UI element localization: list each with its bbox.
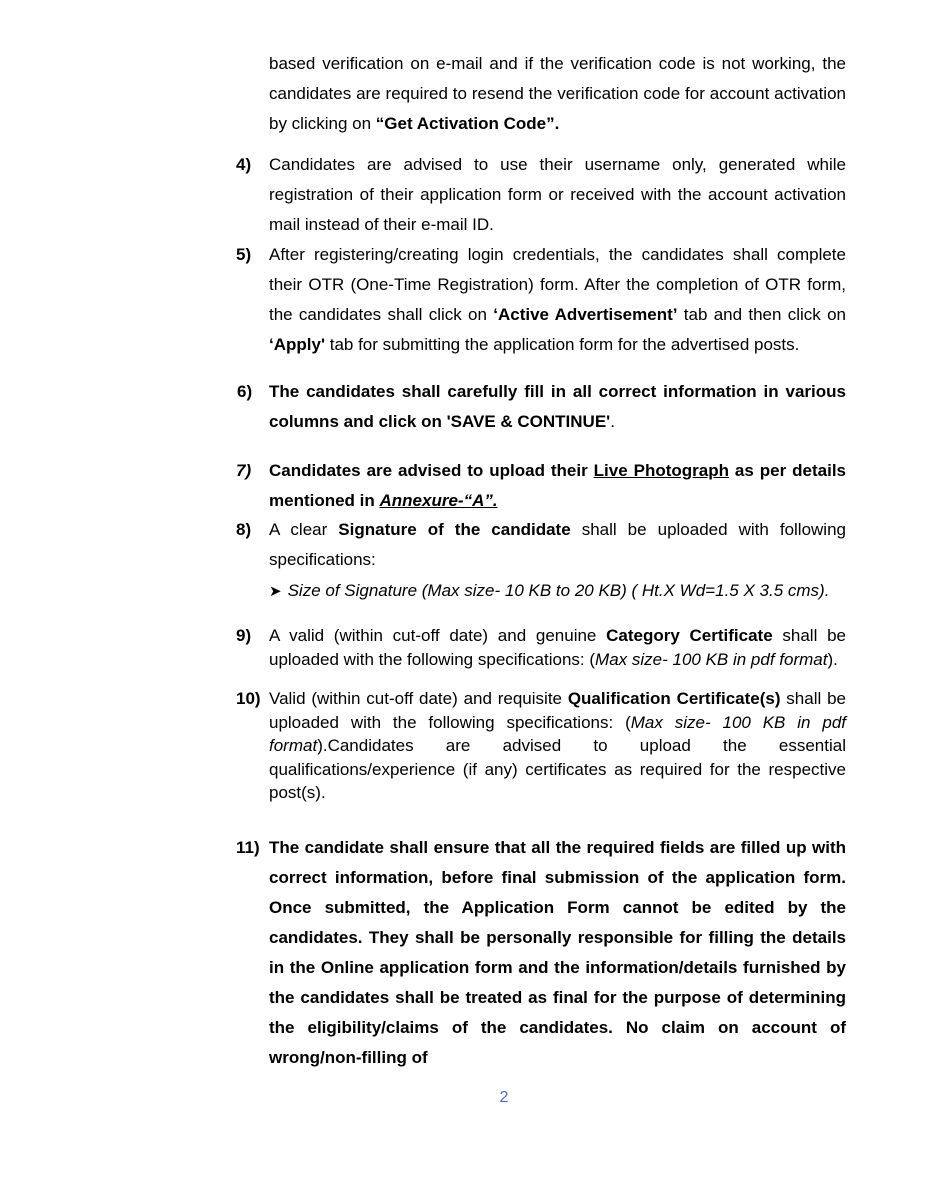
bold-phrase: ‘Active Advertisement’ (493, 305, 678, 324)
list-item-4 (236, 150, 846, 240)
item-text: The candidates shall carefully fill in all correct information in various columns and click on 'SAVE & CONTINUE' (269, 382, 846, 431)
paragraph-continuation (236, 49, 846, 139)
annexure-reference: Annexure-“A”. (379, 491, 498, 510)
bold-phrase: Qualification Certificate(s) (567, 689, 781, 708)
bold-phrase: ‘Apply' (269, 335, 325, 354)
item-number: 4) (236, 155, 252, 174)
item-number: 11) (236, 838, 260, 857)
item-number: 6) (237, 382, 253, 401)
item-text: Valid (within cut-off date) and requisite (269, 689, 568, 708)
list-item-7 (236, 456, 846, 516)
item-text: The candidate shall ensure that all the required fields are filled up with correct information, before final submission of the application form. Once submitted, the Application Form cannot be edited by the candidates. They shall be personally responsible for filling the details in the Online application form and the information/details furnished by the candidates shall be treated as final for the purpose of determining the eligibility/claims of the candidates. No claim on account of wrong/non-filling of (269, 838, 846, 1067)
list-item-5 (236, 240, 846, 360)
item-text: Candidates are advised to use their username only, generated while registration of their application form or received with the account activation mail instead of their e-mail ID. (269, 155, 846, 234)
italic-phrase: Max size- 100 KB in pdf format (269, 712, 846, 755)
page-number: 2 (499, 1089, 509, 1106)
bullet-text: Size of Signature (Max size- 10 KB to 20 KB) ( Ht.X Wd=1.5 X 3.5 cms). (287, 581, 830, 600)
underlined-phrase: Live Photograph (593, 461, 729, 480)
bold-phrase: Category Certificate (606, 626, 773, 645)
item-text: Candidates are advised to upload their (269, 461, 594, 480)
item-text: shall be uploaded with following specifications: (269, 520, 846, 569)
item-text: tab and then click on (677, 305, 846, 324)
list-item-11 (236, 833, 846, 1073)
item-text: ).Candidates are advised to upload the essential qualifications/experience (if any) certificates as required for the respective post(s). (269, 736, 846, 802)
list-item-8 (236, 515, 846, 575)
italic-phrase: Max size- 100 KB in pdf format (595, 649, 828, 669)
item-number: 5) (236, 245, 252, 264)
item-number: 8) (236, 520, 252, 539)
list-item-6 (236, 377, 846, 437)
list-item-10 (236, 687, 846, 805)
item-text: After registering/creating login credentials, the candidates shall complete their OTR (One-Time Registration) form. After the completion of OTR form, the candidates shall click on (269, 245, 846, 324)
item-text: ). (827, 649, 838, 669)
item-number: 7) (236, 461, 252, 480)
paragraph-text: based verification on e-mail and if the verification code is not working, the candidates are required to resend the verification code for account activation by clicking on (269, 54, 846, 133)
arrowhead-bullet-icon: ➤ (269, 583, 282, 600)
signature-spec-bullet (269, 578, 829, 605)
bold-phrase: “Get Activation Code”. (375, 114, 560, 133)
item-number: 9) (236, 626, 252, 645)
item-text: A clear (269, 520, 339, 539)
list-item-9 (236, 624, 846, 671)
item-text: shall be uploaded with the following specifications: ( (269, 626, 846, 669)
item-text: A valid (within cut-off date) and genuine (269, 626, 607, 645)
bold-phrase: Signature of the candidate (338, 520, 571, 539)
item-text: . (610, 412, 615, 431)
item-text: shall be uploaded with the following specifications: ( (269, 689, 846, 732)
item-text: tab for submitting the application form for the advertised posts. (325, 335, 800, 354)
item-text: as per details mentioned in (269, 461, 846, 510)
item-number: 10) (236, 689, 261, 708)
